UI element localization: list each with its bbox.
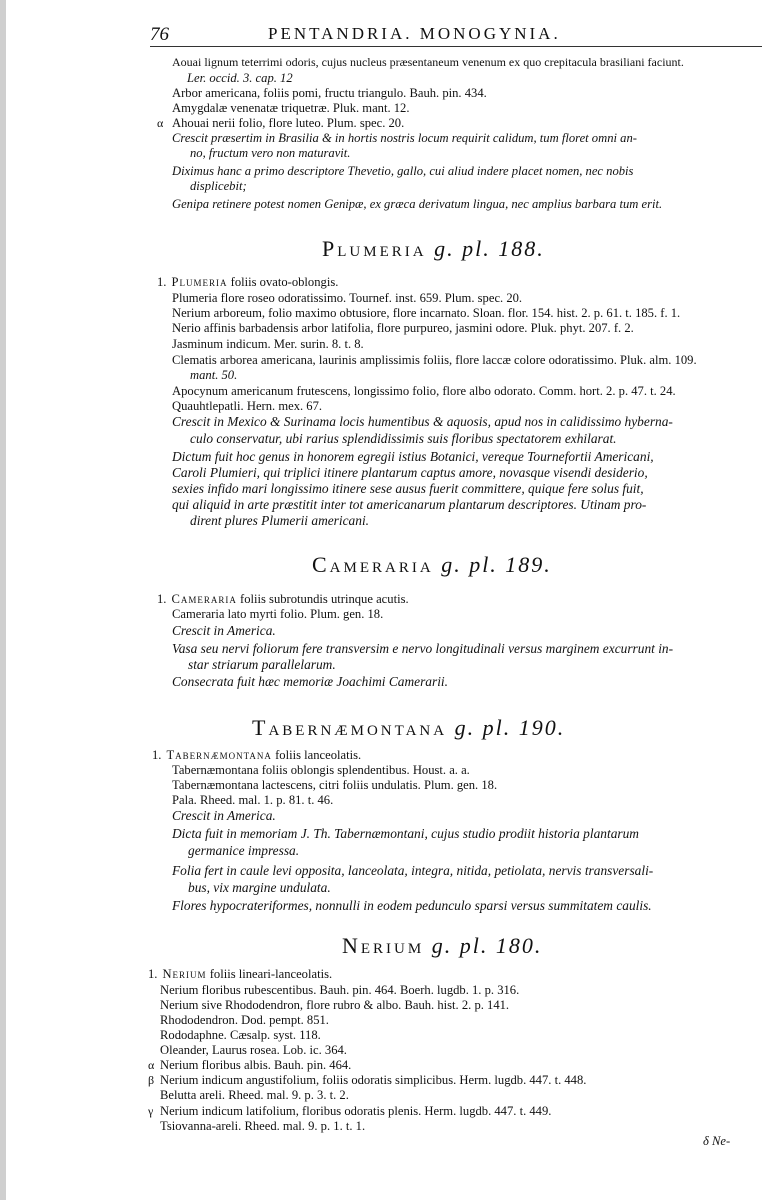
note-line: Flores hypocrateriformes, nonnulli in eodem pedunculo sparsi versus summitatem caulis. (172, 898, 652, 913)
page-gutter-shadow (0, 0, 6, 1200)
intro-line: Amygdalæ venenatæ triquetræ. Pluk. mant. 12. (172, 101, 410, 115)
intro-line: no, fructum vero non maturavit. (190, 146, 351, 160)
running-title: PENTANDRIA. MONOGYNIA. (268, 24, 561, 43)
variety-marker: α (148, 1058, 155, 1072)
synonym-line: Oleander, Laurus rosea. Lob. ic. 364. (160, 1043, 347, 1057)
note-line: sexies infido mari longissimo itinere sese ausus fuerit committere, quique fere solus fuit, (172, 481, 644, 496)
note-line: germanice impressa. (188, 843, 300, 858)
note-line: Crescit in America. (172, 808, 276, 823)
species-line: 1. Plumeria foliis ovato-oblongis. (157, 275, 339, 289)
genus-reference: g. pl. 180. (431, 933, 543, 958)
synonym-line: Quauhtlepatli. Hern. mex. 67. (172, 399, 323, 413)
species-line: 1. Cameraria foliis subrotundis utrinque acutis. (157, 592, 409, 606)
intro-line: Ahouai nerii folio, flore luteo. Plum. spec. 20. (172, 116, 405, 130)
synonym-line: Nerio affinis barbadensis arbor latifolia, flore purpureo, jasmini odore. Pluk. phyt. 207. f. 2. (172, 321, 634, 335)
variety-marker: α (157, 116, 164, 130)
running-head (150, 22, 762, 47)
genus-heading-plumeria (322, 235, 545, 263)
synonym-line: Nerium floribus rubescentibus. Bauh. pin. 464. Boerh. lugdb. 1. p. 316. (160, 983, 520, 997)
synonym-line: Nerium indicum angustifolium, foliis odoratis simplicibus. Herm. lugdb. 447. t. 448. (160, 1073, 587, 1087)
note-line: Folia fert in caule levi opposita, lanceolata, integra, nitida, petiolata, nervis transversali- (172, 863, 654, 878)
note-line: bus, vix margine undulata. (188, 880, 331, 895)
synonym-line: Plumeria flore roseo odoratissimo. Tournef. inst. 659. Plum. spec. 20. (172, 291, 523, 305)
synonym-line: Rhododendron. Dod. pempt. 851. (160, 1013, 329, 1027)
synonym-line: Nerium indicum latifolium, floribus odoratis plenis. Herm. lugdb. 447. t. 449. (160, 1104, 552, 1118)
synonym-line: Jasminum indicum. Mer. surin. 8. t. 8. (172, 337, 364, 351)
note-line: Caroli Plumieri, qui triplici itinere plantarum captus amore, novasque visendi desiderio, (172, 465, 648, 480)
synonym-line: Rododaphne. Cæsalp. syst. 118. (160, 1028, 321, 1042)
synonym-line: Pala. Rheed. mal. 1. p. 81. t. 46. (172, 793, 334, 807)
note-line: qui aliquid in arte præstitit inter tot americanarum plantarum descriptores. Utinam pro- (172, 497, 647, 512)
note-line: Vasa seu nervi foliorum fere transversim e nervo longitudinali versus marginem excurrunt in- (172, 641, 674, 656)
intro-line: Aouai lignum teterrimi odoris, cujus nucleus præsentaneum venenum ex quo crepitacula brasiliani faciunt. (172, 55, 684, 69)
note-line: culo conservatur, ubi rarius splendidissimis suis floribus spectatorem exhilarat. (190, 431, 617, 446)
intro-line: Ler. occid. 3. cap. 12 (187, 71, 293, 85)
genus-heading-nerium (342, 932, 542, 960)
note-line: Crescit in Mexico & Surinama locis humentibus & aquosis, apud nos in calidissimo hyberna- (172, 414, 673, 429)
synonym-line: Apocynum americanum frutescens, longissimo folio, flore albo odorato. Comm. hort. 2. p. 47. t. 24. (172, 384, 676, 398)
genus-name: Plumeria (322, 236, 427, 261)
page-number: 76 (150, 24, 169, 45)
species-name: Nerium (162, 967, 207, 981)
intro-line: Diximus hanc a primo descriptore Thevetio, gallo, cui aliud indere placet nomen, nec nobis (172, 164, 634, 178)
note-line: star striarum parallelarum. (188, 657, 336, 672)
synonym-line: Tsiovanna-areli. Rheed. mal. 9. p. 1. t. 1. (160, 1119, 366, 1133)
species-line: 1. Tabernæmontana foliis lanceolatis. (152, 748, 362, 762)
note-line: Consecrata fuit hæc memoriæ Joachimi Camerarii. (172, 674, 448, 689)
note-line: Dicta fuit in memoriam J. Th. Tabernæmontani, cujus studio prodiit historia plantarum (172, 826, 639, 841)
synonym-line: Nerium sive Rhododendron, flore rubro & albo. Bauh. hist. 2. p. 141. (160, 998, 510, 1012)
variety-marker: β (148, 1073, 155, 1087)
genus-name: Nerium (342, 933, 425, 958)
synonym-line: mant. 50. (190, 368, 238, 382)
synonym-line: Nerium arboreum, folio maximo obtusiore, flore incarnato. Sloan. flor. 154. hist. 2. p. 61. t. 185. f. 1. (172, 306, 681, 320)
genus-reference: g. pl. 189. (441, 552, 552, 577)
genus-name: Tabernæmontana (252, 715, 448, 740)
note-line: dirent plures Plumerii americani. (190, 513, 370, 528)
synonym-line: Tabernæmontana lactescens, citri foliis undulatis. Plum. gen. 18. (172, 778, 498, 792)
synonym-line: Cameraria lato myrti folio. Plum. gen. 18. (172, 607, 384, 621)
genus-heading-tabernaemontana (252, 714, 565, 742)
intro-line: Arbor americana, foliis pomi, fructu triangulo. Bauh. pin. 434. (172, 86, 487, 100)
synonym-line: Belutta areli. Rheed. mal. 9. p. 3. t. 2. (160, 1088, 349, 1102)
genus-heading-cameraria (312, 551, 552, 579)
catchword: δ Ne- (703, 1134, 731, 1148)
species-name: Cameraria (171, 592, 237, 606)
genus-name: Cameraria (312, 552, 434, 577)
species-line: 1. Nerium foliis lineari-lanceolatis. (148, 967, 333, 981)
intro-line: Crescit præsertim in Brasilia & in hortis nostris locum requirit calidum, tum floret omni an- (172, 131, 637, 145)
species-name: Tabernæmontana (166, 748, 272, 762)
variety-marker: γ (148, 1104, 154, 1118)
genus-reference: g. pl. 188. (434, 236, 545, 261)
synonym-line: Nerium floribus albis. Bauh. pin. 464. (160, 1058, 352, 1072)
genus-reference: g. pl. 190. (454, 715, 566, 740)
note-line: Dictum fuit hoc genus in honorem egregii istius Botanici, vereque Tournefortii Americani, (172, 449, 654, 464)
note-line: Crescit in America. (172, 623, 276, 638)
synonym-line: Tabernæmontana foliis oblongis splendentibus. Houst. a. a. (172, 763, 470, 777)
intro-line: Genipa retinere potest nomen Genipæ, ex græca derivatum lingua, nec amplius barbara tum erit. (172, 197, 663, 211)
synonym-line: Clematis arborea americana, laurinis amplissimis foliis, flore laccæ colore odoratissimo. Pluk. alm. 109. (172, 353, 697, 367)
species-name: Plumeria (171, 275, 228, 289)
intro-line: displicebit; (190, 179, 247, 193)
